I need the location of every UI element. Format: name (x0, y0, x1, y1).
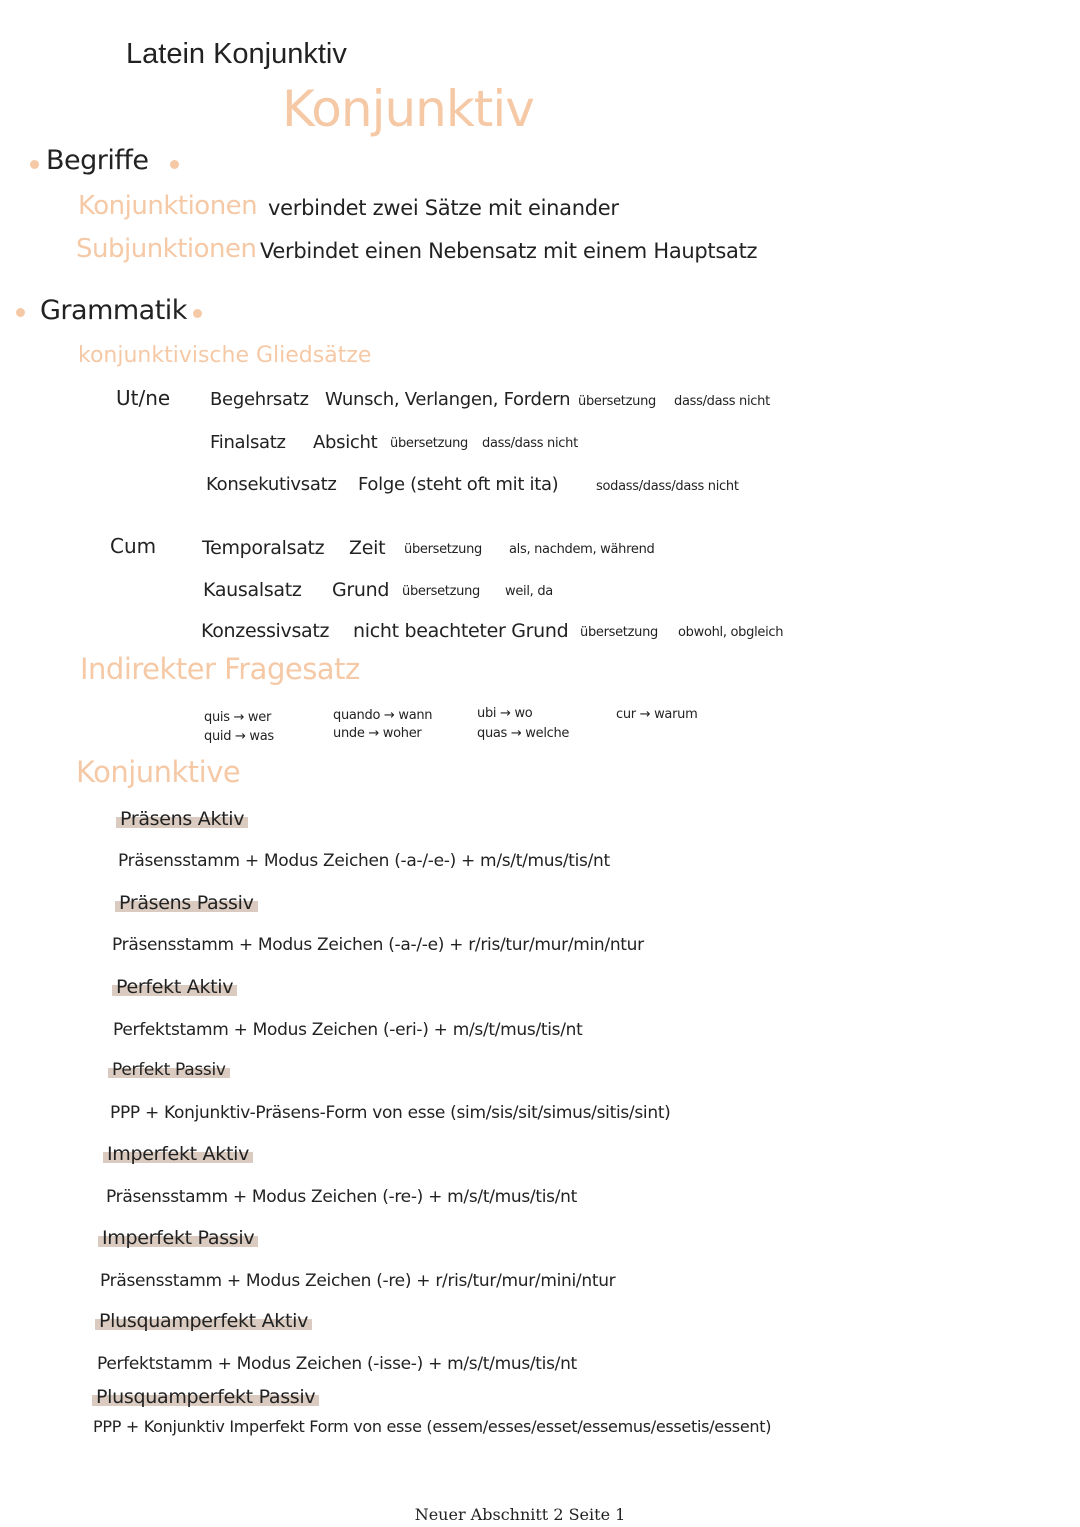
main-heading: Konjunktiv (282, 80, 534, 138)
temporalsatz-name: Temporalsatz (202, 537, 325, 559)
praesens-aktiv-label: Präsens Aktiv (116, 808, 248, 830)
imperfekt-aktiv-label: Imperfekt Aktiv (103, 1143, 253, 1165)
perfekt-passiv-label: Perfekt Passiv (108, 1060, 230, 1080)
begehrsatz-desc: Wunsch, Verlangen, Fordern (325, 389, 571, 410)
perfekt-passiv-formula: PPP + Konjunktiv-Präsens-Form von esse (sim/sis/sit/simus/sitis/sint) (110, 1103, 671, 1123)
bullet-dot (170, 160, 179, 169)
finalsatz-translation: dass/dass nicht (482, 436, 578, 451)
begehrsatz-uebersetzung: übersetzung (578, 394, 656, 409)
cum-label: Cum (110, 534, 157, 558)
finalsatz-uebersetzung: übersetzung (390, 436, 468, 451)
begehrsatz-name: Begehrsatz (210, 389, 309, 410)
grammatik-heading: Grammatik (40, 295, 187, 326)
konzessivsatz-desc: nicht beachteter Grund (353, 620, 569, 642)
konzessivsatz-name: Konzessivsatz (201, 620, 330, 642)
konjunktive-heading: Konjunktive (76, 755, 241, 789)
begriffe-heading: Begriffe (46, 145, 149, 176)
kausalsatz-desc: Grund (332, 579, 390, 601)
ut-ne-label: Ut/ne (116, 386, 171, 410)
kausalsatz-name: Kausalsatz (203, 579, 302, 601)
konzessivsatz-translation: obwohl, obgleich (678, 625, 784, 640)
bullet-dot (193, 309, 202, 318)
plusquamperfekt-passiv-label: Plusquamperfekt Passiv (92, 1386, 319, 1408)
page-title: Latein Konjunktiv (126, 38, 347, 70)
temporalsatz-translation: als, nachdem, während (509, 542, 655, 557)
perfekt-aktiv-formula: Perfektstamm + Modus Zeichen (-eri-) + m/s/t/mus/tis/nt (113, 1020, 583, 1040)
konsekutivsatz-translation: sodass/dass/dass nicht (596, 479, 739, 494)
temporalsatz-desc: Zeit (349, 537, 386, 559)
konsekutivsatz-desc: Folge (steht oft mit ita) (358, 474, 559, 495)
term-konjunktionen: Konjunktionen (78, 191, 258, 221)
pair-ubi: ubi → wo (477, 706, 533, 721)
pair-quid: quid → was (204, 729, 274, 744)
begehrsatz-translation: dass/dass nicht (674, 394, 770, 409)
pair-quando: quando → wann (333, 708, 433, 723)
finalsatz-name: Finalsatz (210, 432, 286, 453)
page-footer: Neuer Abschnitt 2 Seite 1 (414, 1505, 626, 1524)
plusquamperfekt-aktiv-label: Plusquamperfekt Aktiv (95, 1310, 312, 1332)
indirekter-fragesatz-heading: Indirekter Fragesatz (80, 652, 360, 686)
finalsatz-desc: Absicht (313, 432, 378, 453)
bullet-dot (30, 160, 39, 169)
pair-unde: unde → woher (333, 726, 422, 741)
plusquamperfekt-passiv-formula: PPP + Konjunktiv Imperfekt Form von esse (essem/esses/esset/essemus/essetis/essent) (93, 1417, 772, 1436)
term-subjunktionen: Subjunktionen (76, 234, 257, 264)
praesens-passiv-formula: Präsensstamm + Modus Zeichen (-a-/-e) + r/ris/tur/mur/min/ntur (112, 935, 644, 955)
plusquamperfekt-aktiv-formula: Perfektstamm + Modus Zeichen (-isse-) + m/s/t/mus/tis/nt (97, 1354, 577, 1374)
gliedsaetze-subheading: konjunktivische Gliedsätze (78, 343, 372, 368)
kausalsatz-translation: weil, da (505, 584, 553, 599)
pair-cur: cur → warum (616, 707, 698, 722)
praesens-passiv-label: Präsens Passiv (115, 892, 258, 914)
pair-quis: quis → wer (204, 710, 272, 725)
perfekt-aktiv-label: Perfekt Aktiv (112, 976, 237, 998)
konzessivsatz-uebersetzung: übersetzung (580, 625, 658, 640)
definition-subjunktionen: Verbindet einen Nebensatz mit einem Hauptsatz (260, 239, 758, 263)
konsekutivsatz-name: Konsekutivsatz (206, 474, 337, 495)
temporalsatz-uebersetzung: übersetzung (404, 542, 482, 557)
imperfekt-aktiv-formula: Präsensstamm + Modus Zeichen (-re-) + m/s/t/mus/tis/nt (106, 1187, 577, 1207)
pair-quas: quas → welche (477, 726, 570, 741)
definition-konjunktionen: verbindet zwei Sätze mit einander (268, 196, 619, 220)
kausalsatz-uebersetzung: übersetzung (402, 584, 480, 599)
bullet-dot (16, 308, 25, 317)
imperfekt-passiv-formula: Präsensstamm + Modus Zeichen (-re) + r/ris/tur/mur/mini/ntur (100, 1271, 616, 1291)
imperfekt-passiv-label: Imperfekt Passiv (98, 1227, 258, 1249)
praesens-aktiv-formula: Präsensstamm + Modus Zeichen (-a-/-e-) + m/s/t/mus/tis/nt (118, 851, 610, 871)
